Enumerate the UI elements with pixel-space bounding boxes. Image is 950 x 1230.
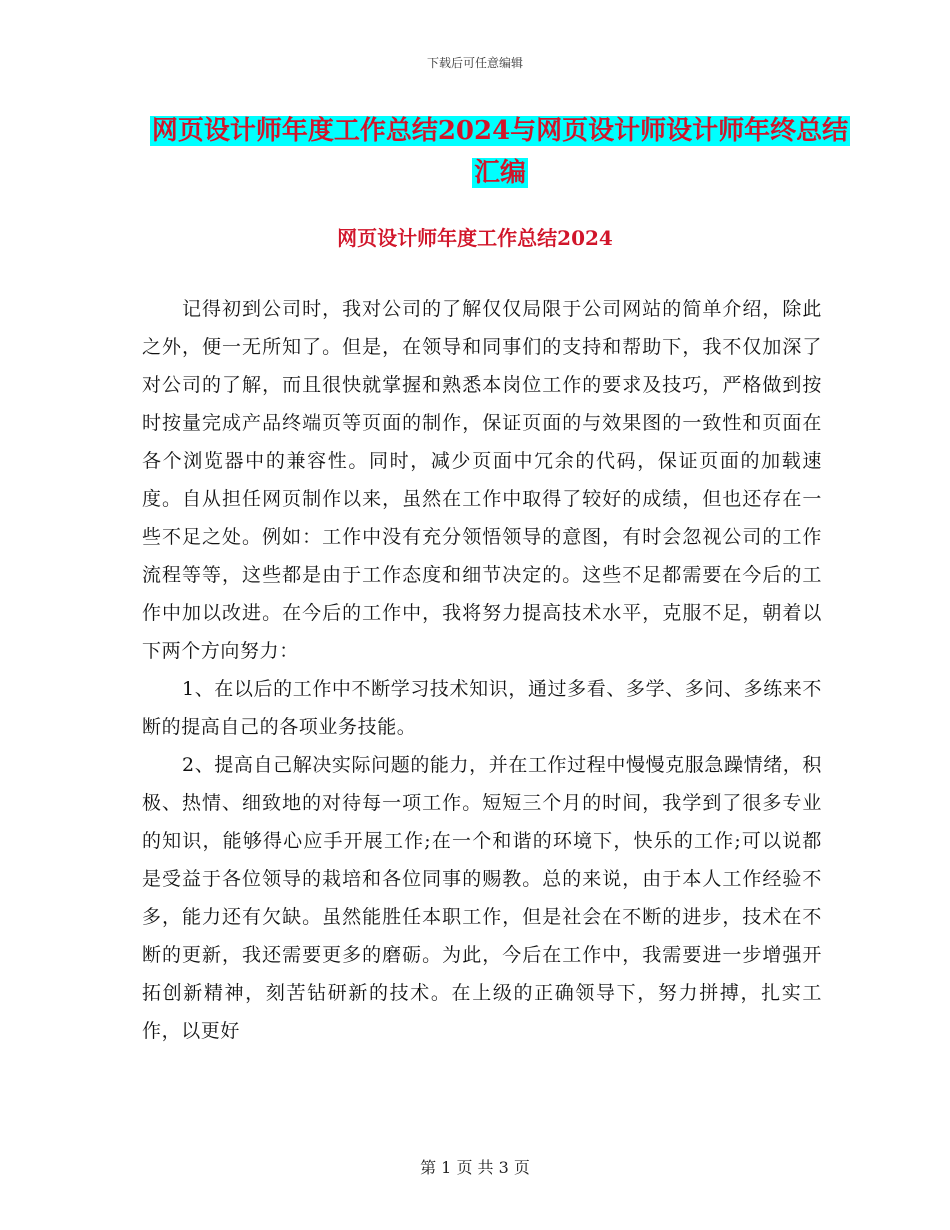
document-title-text: 网页设计师年度工作总结2024与网页设计师设计师年终总结汇编 [151, 116, 849, 188]
document-title [140, 110, 860, 194]
paragraph: 记得初到公司时，我对公司的了解仅仅局限于公司网站的简单介绍，除此之外，便一无所知了。但是，在领导和同事们的支持和帮助下，我不仅加深了对公司的了解，而且很快就掌握和熟悉本岗位工作的要求及技巧，严格做到按时按量完成产品终端页等页面的制作，保证页面的与效果图的一致性和页面在各个浏览器中的兼容性。同时，减少页面中冗余的代码，保证页面的加载速度。自从担任网页制作以来，虽然在工作中取得了较好的成绩，但也还存在一些不足之处。例如：工作中没有充分领悟领导的意图，有时会忽视公司的工作流程等等，这些都是由于工作态度和细节决定的。这些不足都需要在今后的工作中加以改进。在今后的工作中，我将努力提高技术水平，克服不足，朝着以下两个方向努力： [142, 298, 822, 662]
body-text [142, 290, 822, 1050]
paragraph: 2、提高自己解决实际问题的能力，并在工作过程中慢慢克服急躁情绪，积极、热情、细致地的对待每一项工作。短短三个月的时间，我学到了很多专业的知识，能够得心应手开展工作;在一个和谐的环境下，快乐的工作;可以说都是受益于各位领导的栽培和各位同事的赐教。总的来说，由于本人工作经验不多，能力还有欠缺。虽然能胜任本职工作，但是社会在不断的进步，技术在不断的更新，我还需要更多的磨砺。为此，今后在工作中，我需要进一步增强开拓创新精神，刻苦钻研新的技术。在上级的正确领导下，努力拼搏，扎实工作，以更好 [142, 754, 822, 1042]
paragraph: 1、在以后的工作中不断学习技术知识，通过多看、多学、多问、多练来不断的提高自己的各项业务技能。 [142, 678, 822, 738]
page-footer: 第 1 页 共 3 页 [420, 1158, 530, 1177]
section-title: 网页设计师年度工作总结2024 [337, 226, 613, 250]
header-note: 下载后可任意编辑 [426, 56, 523, 70]
